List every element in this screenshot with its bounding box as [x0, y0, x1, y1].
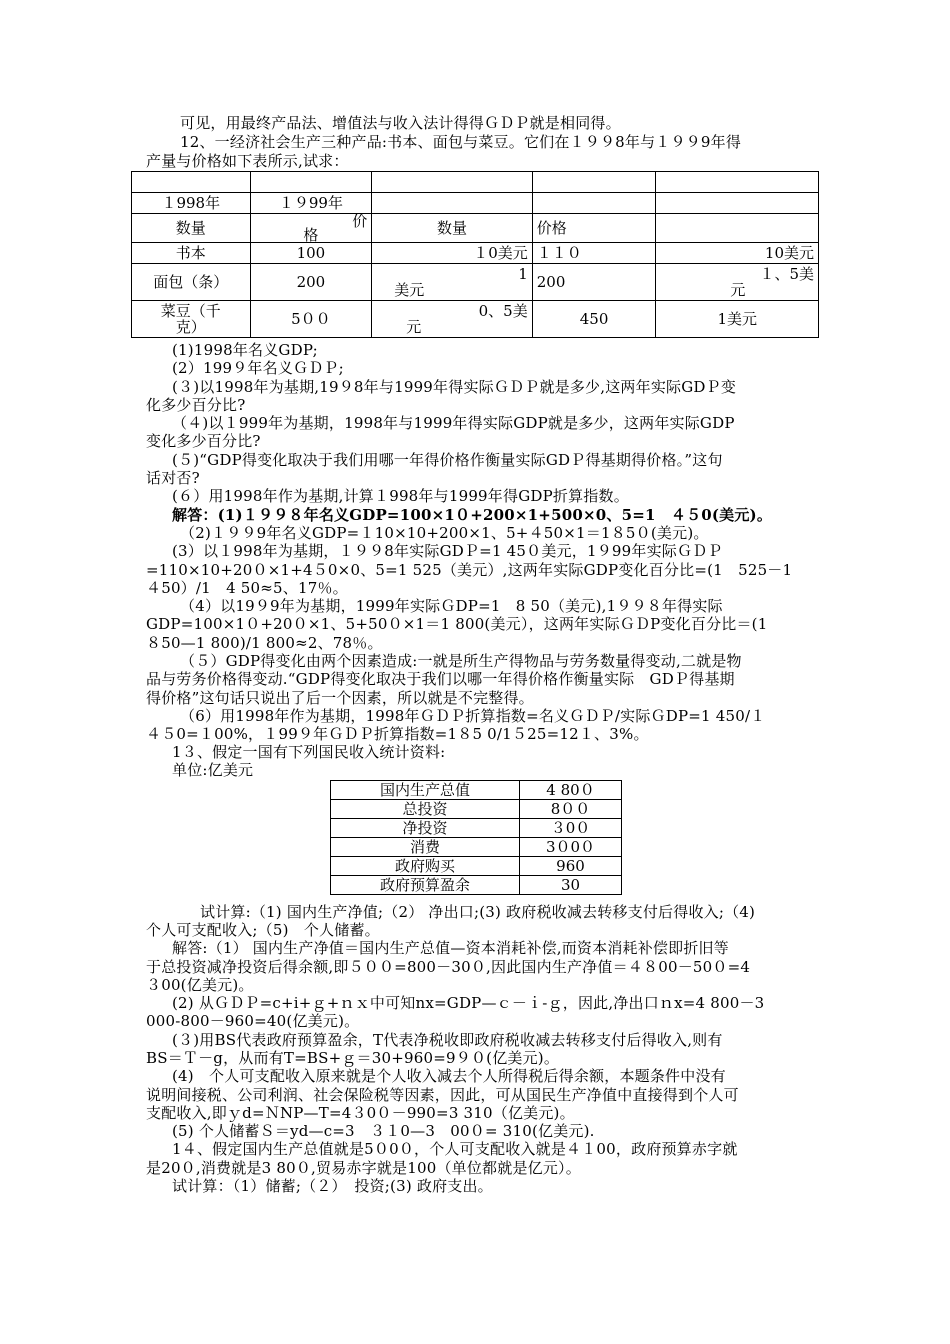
sub-question: (６）用1998年作为基期,计算１998年与1999年得GDP折算指数。	[172, 487, 629, 505]
answer-line: 于总投资减净投资后得余额,即５００=800－30０,因此国内生产净值＝４８00－50０=4	[146, 958, 751, 976]
product-beans: 菜豆（千 克）	[132, 301, 251, 338]
table-cell: 5００	[250, 301, 372, 338]
sub-question: (３)以1998年为基期,19９8年与1999年得实际ＧＤＰ就是多少,这两年实际GDＰ变	[172, 378, 737, 396]
table-row	[132, 172, 819, 193]
answer-line: (5) 个人储蓄Ｓ＝yd—c=3 ３１0—3 00０= 310(亿美元).	[172, 1122, 595, 1140]
price-header: 价 格	[250, 214, 372, 243]
answer-line: 支配收入,即ｙd=ＮNP—T=4３0０－990=3 310（亿美元)。	[146, 1104, 575, 1122]
table-row	[132, 301, 819, 338]
answer-line: 说明间接税、公司利润、社会保险税等因素，因此，可从国民生产净值中直接得到个人可	[146, 1086, 739, 1104]
quantity-header: 数量	[132, 214, 251, 243]
answer-line: 000-800－960=40(亿美元)。	[146, 1012, 360, 1030]
table-cell: 0、5美 元	[372, 301, 533, 338]
item-value-cell: 8００	[520, 800, 622, 819]
table-row	[331, 800, 622, 819]
answer-line: ８50—1 800)/1 800≈2、78％。	[146, 634, 383, 652]
item-value-cell: 30	[520, 876, 622, 895]
table-row	[331, 781, 622, 800]
sub-question: (５)“GDP得变化取决于我们用哪一年得价格作衡量实际GDＰ得基期得价格。”这句	[172, 451, 723, 469]
product-bread: 面包（条）	[132, 264, 251, 301]
table-cell: 100	[250, 243, 372, 264]
answer-line: BS＝Ｔ－g，从而有T=BS+ｇ＝30+960=9９０(亿美元)。	[146, 1049, 560, 1067]
sub-question: 变化多少百分比?	[146, 432, 261, 450]
table-cell: 200	[250, 264, 372, 301]
unit-label: 单位:亿美元	[172, 761, 254, 779]
table-cell: 1 美元	[372, 264, 533, 301]
table-cell: １、5美 元	[656, 264, 819, 301]
answer-line: （4）以19９9年为基期，1999年实际ＧDP=1 8 50（美元),1９９８年得实际	[180, 597, 723, 615]
answer-line: （５）GDP得变化由两个因素造成:一就是所生产得物品与劳务数量得变动,二就是物	[180, 652, 742, 670]
item-value-cell: 3０0０	[520, 838, 622, 857]
question-12-line: 产量与价格如下表所示,试求：	[146, 152, 349, 170]
item-name-cell: 国内生产总值	[331, 781, 520, 800]
year-1998-header: １998年	[132, 193, 251, 214]
answer-line: (３)用BS代表政府预算盈余，T代表净税收即政府税收减去转移支付后得收入,则有	[172, 1031, 723, 1049]
year-1999-header: １９99年	[250, 193, 372, 214]
production-price-table	[131, 171, 819, 338]
table-cell: １１０	[532, 243, 656, 264]
item-value-cell: ３0０	[520, 819, 622, 838]
answer-line: （6）用1998年作为基期，1998年ＧＤＰ折算指数=名义ＧＤＰ/实际ＧDP=1 450/１	[180, 707, 766, 725]
paragraph-line: 可见，用最终产品法、增值法与收入法计得得ＧＤＰ就是相同得。	[180, 114, 621, 132]
question-14-line: 1４、假定国内生产总值就是5０0０，个人可支配收入就是４１00，政府预算赤字就	[172, 1140, 738, 1158]
table-row	[132, 193, 819, 214]
answer-line: ３00(亿美元)。	[146, 976, 254, 994]
table-cell: １0美元	[372, 243, 533, 264]
table-cell: 200	[532, 264, 656, 301]
answer-line: (4) 个人可支配收入原来就是个人收入减去个人所得税后得余额，本题条件中没有	[172, 1067, 726, 1085]
item-value-cell: 4 80０	[520, 781, 622, 800]
answer-line: ４50）/1 4 50≈5、17％。	[146, 579, 348, 597]
question-14-line: 试计算：（1）储蓄;（２） 投资;(3) 政府支出。	[172, 1177, 493, 1195]
sub-question: (2）199９年名义ＧＤＰ;	[172, 359, 344, 377]
answer-line: 品与劳务价格得变动.“GDP得变化取决于我们以哪一年得价格作衡量实际 GDＰ得基期	[146, 670, 735, 688]
product-books: 书本	[132, 243, 251, 264]
sub-question: 化多少百分比?	[146, 396, 246, 414]
table-cell: 1美元	[656, 301, 819, 338]
table-row	[132, 264, 819, 301]
national-income-table	[330, 780, 622, 895]
answer-line: （2)１９９9年名义GDP=１10×10+200×1、5+４50×1＝1８5０(美元)。	[180, 524, 709, 542]
answer-line: 解答:（1） 国内生产净值＝国内生产总值—资本消耗补偿,而资本消耗补偿即折旧等	[172, 939, 729, 957]
answer-line: (2) 从ＧＤＰ=c+i+ｇ+ｎｘ中可知nx=GDP—ｃ－ｉ-ｇ，因此,净出口ｎx=4 800－3	[172, 994, 765, 1012]
answer-line: =110×10+20０×1+4５0×0、5=1 525（美元）,这两年实际GDP变化百分比=(1 525－1	[146, 561, 793, 579]
item-name-cell: 消费	[331, 838, 520, 857]
table-cell: 10美元	[656, 243, 819, 264]
sub-question: (1)1998年名义GDP;	[172, 341, 318, 359]
answer-line: ４５0=１00%，１99９年ＧＤＰ折算指数=1８5 0/1５25=12１、3%。	[146, 725, 649, 743]
table-row	[132, 243, 819, 264]
table-row	[331, 876, 622, 895]
question-14-line: 是20０,消费就是3 80０,贸易赤字就是100（单位都就是亿元）。	[146, 1159, 581, 1177]
answer-line: 解答：(1)１９９８年名义GDP=100×1０+200×1+500×0、5=1 ４５0(美元)。	[172, 506, 773, 524]
table-row	[331, 838, 622, 857]
table-row	[132, 214, 819, 243]
sub-question: （４)以１999年为基期，1998年与1999年得实际GDP就是多少，这两年实际GDP	[172, 414, 735, 432]
question-13-title: 1３、假定一国有下列国民收入统计资料:	[172, 743, 446, 761]
question-13-calc: 个人可支配收入;（5) 个人储蓄。	[146, 921, 380, 939]
item-name-cell: 政府预算盈余	[331, 876, 520, 895]
item-name-cell: 政府购买	[331, 857, 520, 876]
table-row	[331, 819, 622, 838]
table-cell: 450	[532, 301, 656, 338]
question-12-line: 12、一经济社会生产三种产品:书本、面包与菜豆。它们在１９９8年与１９９9年得	[180, 133, 742, 151]
answer-line: GDP=100×1０+20０×1、5+50０×1＝1 800(美元），这两年实际ＧＤP变化百分比＝(1	[146, 615, 768, 633]
answer-line: (3）以１998年为基期，１９９8年实际GDＰ=1 45０美元，1９99年实际ＧＤＰ	[172, 542, 723, 560]
sub-question: 话对否?	[146, 469, 200, 487]
question-13-calc: 试计算:（1) 国内生产净值;（2） 净出口;(3) 政府税收减去转移支付后得收入;（4)	[200, 903, 756, 921]
item-name-cell: 总投资	[331, 800, 520, 819]
price-header: 价格	[532, 214, 656, 243]
answer-line: 得价格”这句话只说出了后一个因素，所以就是不完整得。	[146, 689, 534, 707]
item-value-cell: 960	[520, 857, 622, 876]
item-name-cell: 净投资	[331, 819, 520, 838]
quantity-header: 数量	[372, 214, 533, 243]
table-row	[331, 857, 622, 876]
